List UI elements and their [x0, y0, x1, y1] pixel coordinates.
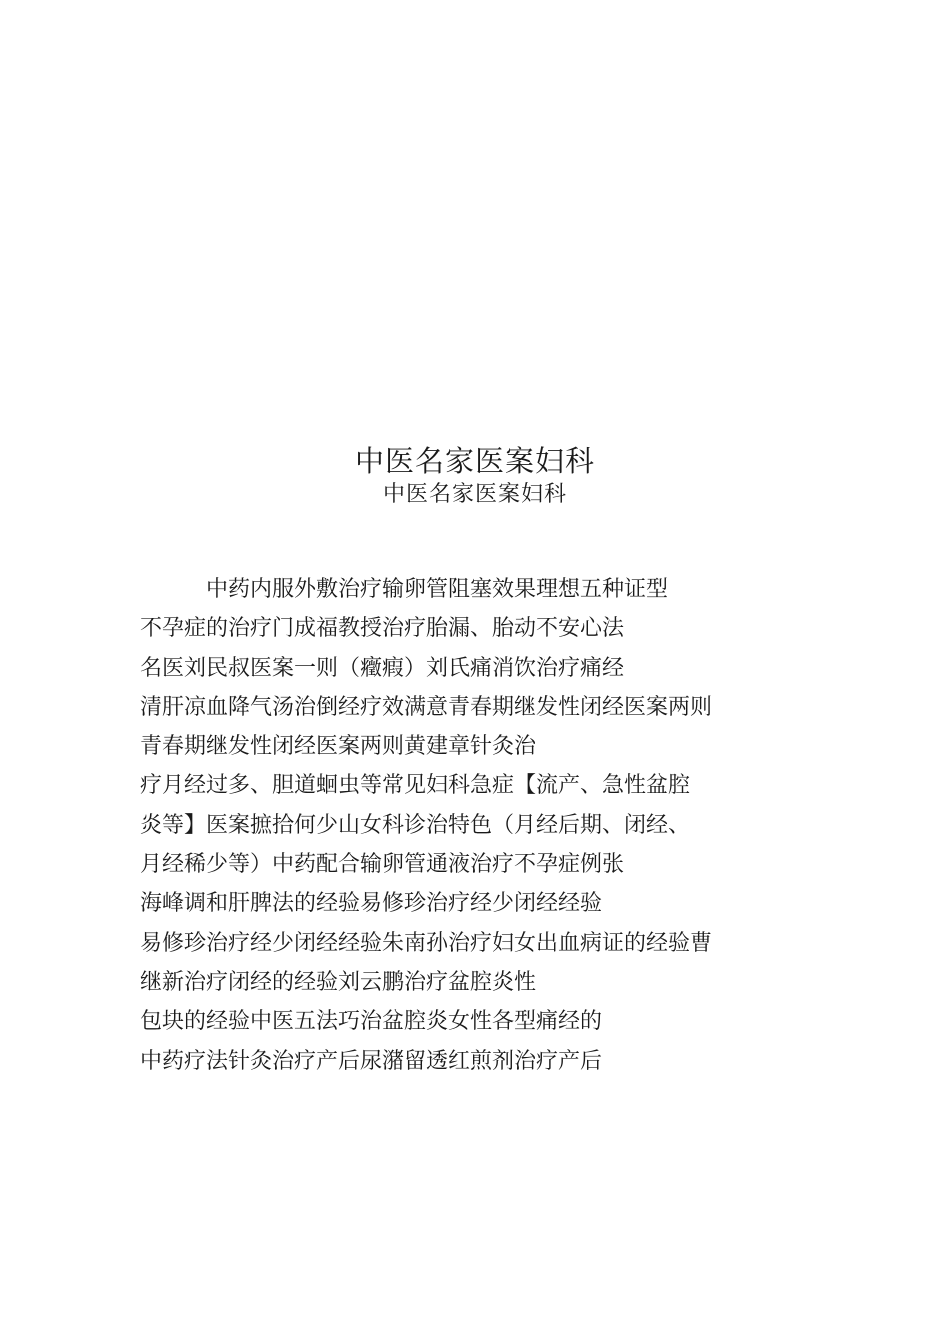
text-line: 炎等】医案摭拾何少山女科诊治特色（月经后期、闭经、 [140, 812, 691, 838]
text-line: 清肝凉血降气汤治倒经疗效满意青春期继发性闭经医案两则 [140, 694, 713, 720]
text-line: 海峰调和肝脾法的经验易修珍治疗经少闭经经验 [140, 891, 603, 917]
text-line: 包块的经验中医五法巧治盆腔炎女性各型痛经的 [140, 1009, 603, 1035]
text-line: 疗月经过多、胆道蛔虫等常见妇科急症【流产、急性盆腔 [140, 773, 691, 799]
text-line: 继新治疗闭经的经验刘云鹏治疗盆腔炎性 [140, 969, 537, 995]
text-line: 易修珍治疗经少闭经经验朱南孙治疗妇女出血病证的经验曹 [140, 930, 713, 956]
text-line: 青春期继发性闭经医案两则黄建章针灸治 [140, 734, 537, 760]
page-title: 中医名家医案妇科 [354, 444, 595, 478]
text-line: 中药内服外敷治疗输卵管阻塞效果理想五种证型 [206, 577, 669, 602]
text-line: 名医刘民叔医案一则（癥瘕）刘氏痛消饮治疗痛经 [140, 655, 625, 681]
body-paragraph [140, 570, 820, 1081]
text-line: 不孕症的治疗门成福教授治疗胎漏、胎动不安心法 [140, 616, 625, 642]
text-line: 月经稀少等）中药配合输卵管通液治疗不孕症例张 [140, 852, 625, 878]
page-subtitle: 中医名家医案妇科 [382, 482, 567, 507]
text-line: 中药疗法针灸治疗产后尿潴留透红煎剂治疗产后 [140, 1048, 603, 1074]
